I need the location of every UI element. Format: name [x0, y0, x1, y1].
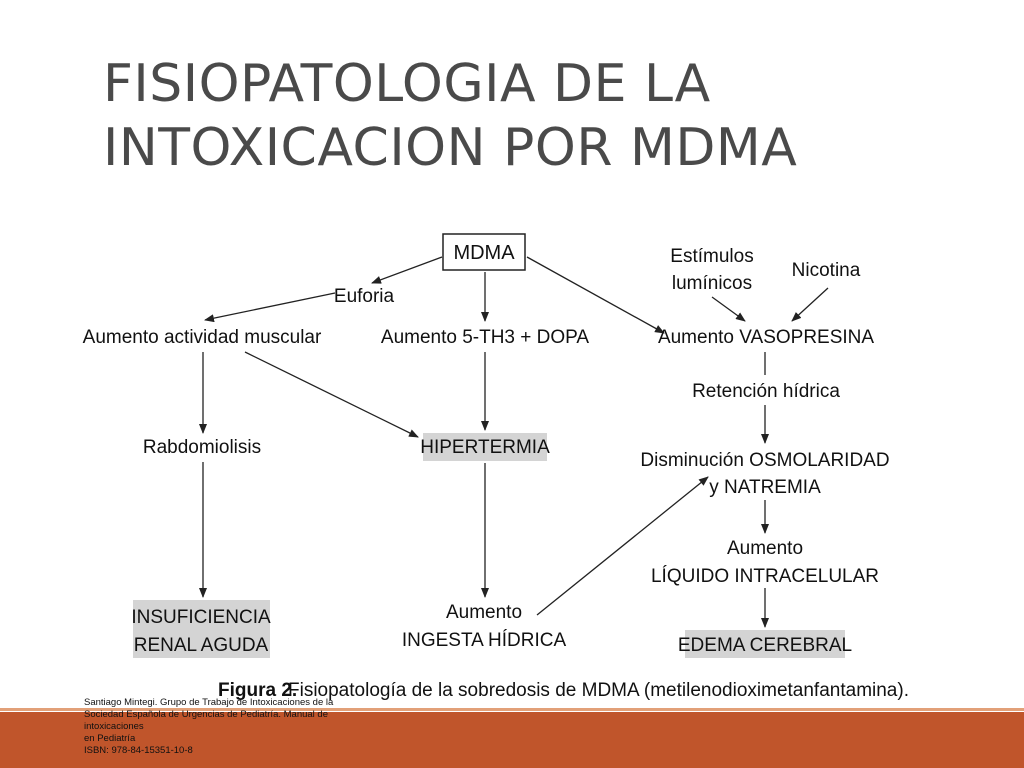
node-retencion-hidrica: Retención hídrica [692, 381, 840, 402]
flowchart-figure [40, 215, 970, 710]
arrow-actividad-hipertermia [245, 352, 418, 437]
node-aumento-vasopresina: Aumento VASOPRESINA [657, 327, 875, 348]
source-line-5: ISBN: 978-84-15351-10-8 [84, 745, 193, 756]
arrow-mdma-vasopresina [527, 257, 664, 333]
node-insuficiencia-line2: RENAL AGUDA [133, 635, 269, 656]
node-aumento-5th3-dopa: Aumento 5-TH3 + DOPA [380, 327, 590, 348]
node-aumento-ingesta-line1: Aumento [445, 602, 523, 623]
source-line-1: Santiago Mintegi. Grupo de Trabajo de Intoxicaciones de la [84, 697, 334, 708]
node-aumento-ingesta-line2: INGESTA HÍDRICA [401, 630, 567, 651]
title-line-2: INTOXICACION POR MDMA [103, 118, 798, 178]
node-insuficiencia-line1: INSUFICIENCIA [131, 607, 271, 628]
arrow-estimulos-vasopresina [712, 297, 745, 321]
title-line-1: FISIOPATOLOGIA DE LA [103, 54, 711, 114]
node-rabdomiolisis: Rabdomiolisis [142, 437, 262, 458]
source-citation [84, 697, 374, 757]
node-edema-cerebral: EDEMA CEREBRAL [677, 635, 853, 656]
arrow-mdma-euforia [372, 257, 442, 283]
node-estimulos-line2: lumínicos [671, 273, 753, 294]
source-line-4: en Pediatría [84, 733, 136, 744]
node-estimulos-line1: Estímulos [670, 246, 754, 267]
node-mdma: MDMA [453, 242, 515, 264]
node-euforia: Euforia [333, 286, 395, 307]
node-aumento-liquido-line2: LÍQUIDO INTRACELULAR [650, 566, 880, 587]
node-disminucion-line2: y NATREMIA [709, 477, 821, 498]
source-line-3: intoxicaciones [84, 721, 144, 732]
node-aumento-liquido-line1: Aumento [726, 538, 804, 559]
slide-title [103, 52, 983, 180]
node-nicotina: Nicotina [791, 260, 861, 281]
arrow-euforia-actividad [205, 293, 335, 320]
figure-caption-label: Figura 2. [218, 680, 298, 701]
node-hipertermia: HIPERTERMIA [420, 437, 550, 458]
node-aumento-actividad-muscular: Aumento actividad muscular [82, 327, 322, 348]
source-line-2: Sociedad Española de Urgencias de Pediatría. Manual de [84, 709, 328, 720]
node-disminucion-line1: Disminución OSMOLARIDAD [640, 450, 890, 471]
flowchart-diagram [40, 215, 970, 710]
arrow-ingesta-disminucion [537, 477, 708, 615]
figure-caption-text: Fisiopatología de la sobredosis de MDMA (metilenodioximetanfantamina). [288, 680, 909, 701]
arrow-nicotina-vasopresina [792, 288, 828, 321]
